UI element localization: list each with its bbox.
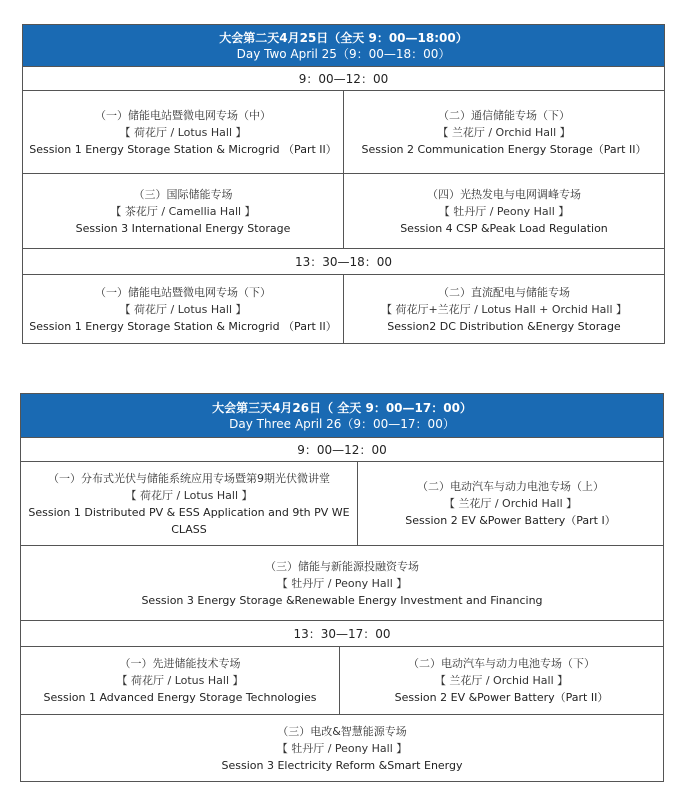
session-cell	[343, 275, 664, 343]
session-cell	[21, 647, 339, 714]
session-title-en: Session 3 Energy Storage &Renewable Energy Investment and Financing	[141, 593, 543, 607]
session-title-cn: （一）先进储能技术专场	[119, 657, 241, 670]
day-three-morning-row-2	[21, 546, 663, 621]
day-two-title-en: Day Two April 25（9：00—18：00）	[236, 46, 451, 61]
day-three-header	[21, 394, 663, 438]
day-two-morning-row-1	[23, 91, 664, 174]
session-hall: 【 牡丹厅 / Peony Hall 】	[276, 741, 408, 755]
day-three-schedule	[20, 393, 664, 782]
session-cell	[21, 546, 663, 620]
session-cell	[23, 91, 343, 173]
day-two-title-cn: 大会第二天4月25日（全天 9：00—18:00）	[219, 30, 468, 45]
day-three-afternoon-time: 13：30—17：00	[21, 621, 663, 647]
session-title-cn: （三）电改&智慧能源专场	[277, 724, 407, 738]
session-title-en: Session 1 Distributed PV & ESS Application and 9th PV WE CLASS	[28, 505, 350, 536]
session-title-en: Session 2 Communication Energy Storage（Part II）	[361, 142, 647, 156]
session-title-cn: （三）国际储能专场	[133, 187, 233, 201]
day-two-schedule	[22, 24, 665, 344]
session-cell	[23, 275, 343, 343]
session-title-en: Session 3 International Energy Storage	[75, 221, 291, 235]
session-hall: 【 兰花厅 / Orchid Hall 】	[443, 497, 578, 510]
session-cell	[21, 462, 357, 545]
day-two-header	[23, 25, 664, 67]
session-cell	[21, 715, 663, 781]
session-cell	[23, 174, 343, 248]
session-title-cn: （二）直流配电与储能专场	[438, 285, 570, 299]
session-title-en: Session 1 Energy Storage Station & Microgrid （Part II）	[29, 319, 337, 333]
session-cell	[343, 174, 664, 248]
session-title-en: Session 2 EV &Power Battery（Part II）	[394, 691, 609, 704]
day-two-afternoon-row-1	[23, 275, 664, 343]
session-title-en: Session 2 EV &Power Battery（Part I）	[405, 514, 616, 527]
day-two-morning-time: 9：00—12：00	[23, 67, 664, 91]
session-title-cn: （三）储能与新能源投融资专场	[265, 559, 419, 573]
day-three-morning-time: 9：00—12：00	[21, 438, 663, 462]
session-hall: 【 荷花厅 / Lotus Hall 】	[119, 125, 247, 139]
session-hall: 【 牡丹厅 / Peony Hall 】	[276, 576, 408, 590]
session-hall: 【 荷花厅 / Lotus Hall 】	[116, 674, 244, 687]
day-three-title-en: Day Three April 26（9：00—17：00）	[229, 416, 455, 431]
session-title-cn: （二）电动汽车与动力电池专场（下）	[408, 657, 595, 670]
session-cell	[339, 647, 663, 714]
session-title-cn: （一）储能电站暨微电网专场（中）	[95, 108, 271, 122]
session-hall: 【 荷花厅+兰花厅 / Lotus Hall + Orchid Hall 】	[380, 302, 628, 316]
day-two-afternoon-time: 13：30—18：00	[23, 249, 664, 275]
session-title-cn: （一）储能电站暨微电网专场（下）	[95, 285, 271, 299]
session-title-cn: （二）通信储能专场（下）	[438, 108, 570, 122]
session-hall: 【 兰花厅 / Orchid Hall 】	[434, 674, 569, 687]
session-title-en: Session2 DC Distribution &Energy Storage	[387, 319, 621, 333]
session-hall: 【 茶花厅 / Camellia Hall 】	[110, 204, 256, 218]
session-title-cn: （四）光热发电与电网调峰专场	[427, 187, 581, 201]
session-cell	[343, 91, 664, 173]
session-title-cn: （一）分布式光伏与储能系统应用专场暨第9期光伏微讲堂	[48, 471, 330, 485]
day-three-afternoon-row-2	[21, 715, 663, 781]
session-hall: 【 兰花厅 / Orchid Hall 】	[437, 125, 571, 139]
session-title-en: Session 1 Energy Storage Station & Microgrid （Part II）	[29, 142, 337, 156]
day-three-morning-row-1	[21, 462, 663, 546]
session-hall: 【 牡丹厅 / Peony Hall 】	[438, 204, 570, 218]
session-title-en: Session 3 Electricity Reform &Smart Energy	[221, 758, 463, 772]
session-cell	[357, 462, 663, 545]
day-three-title-cn: 大会第三天4月26日（ 全天 9：00—17：00）	[212, 400, 472, 415]
day-two-morning-row-2	[23, 174, 664, 249]
session-hall: 【 荷花厅 / Lotus Hall 】	[125, 488, 253, 502]
session-title-cn: （二）电动汽车与动力电池专场（上）	[417, 480, 604, 493]
session-hall: 【 荷花厅 / Lotus Hall 】	[119, 302, 247, 316]
day-three-afternoon-row-1	[21, 647, 663, 715]
session-title-en: Session 4 CSP &Peak Load Regulation	[400, 221, 608, 235]
session-title-en: Session 1 Advanced Energy Storage Technologies	[43, 691, 317, 704]
